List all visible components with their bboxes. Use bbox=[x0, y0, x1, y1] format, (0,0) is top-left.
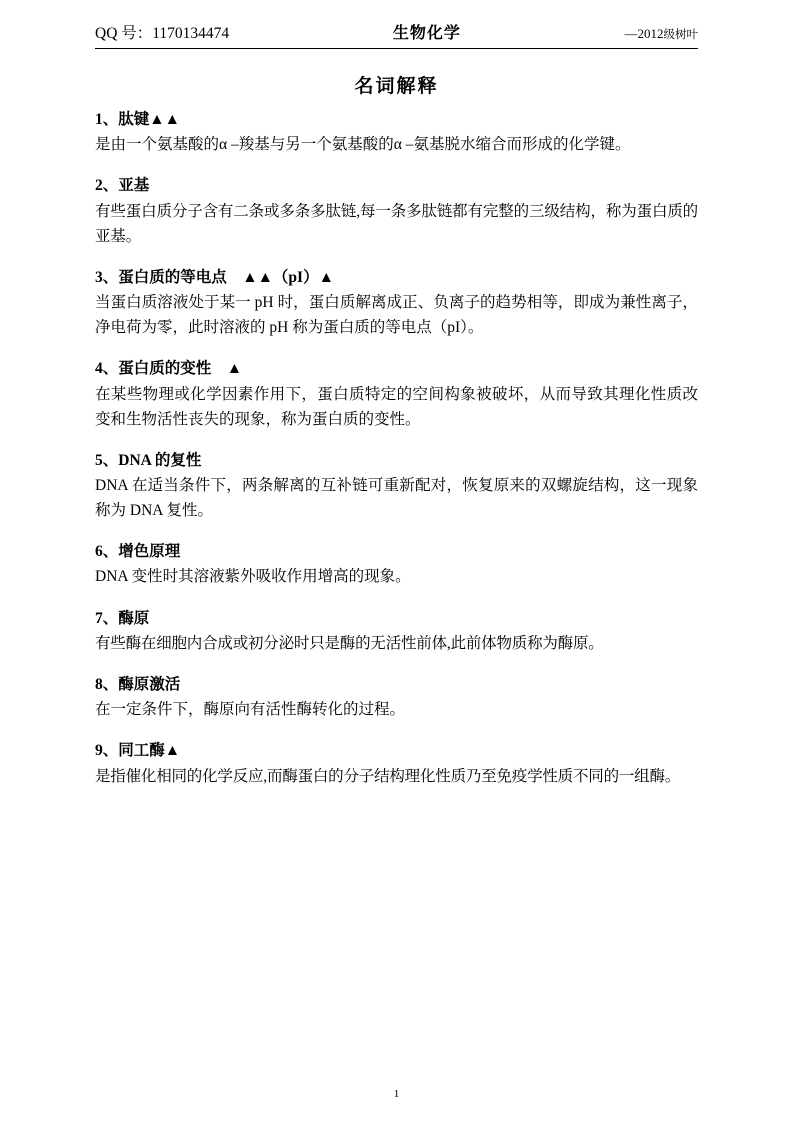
entry-term: 3、蛋白质的等电点 ▲▲（pI）▲ bbox=[95, 268, 334, 286]
header-author-year: —2012 bbox=[624, 26, 664, 41]
entry-term: 4、蛋白质的变性 ▲ bbox=[95, 360, 243, 378]
header-qq-number: QQ 号：1170134474 bbox=[95, 25, 230, 42]
list-item bbox=[95, 673, 698, 722]
list-item bbox=[95, 607, 698, 656]
entry-body: 是由一个氨基酸的α –羧基与另一个氨基酸的α –氨基脱水缩合而形成的化学键。 bbox=[95, 136, 631, 154]
entry-body: 在一定条件下，酶原向有活性酶转化的过程。 bbox=[95, 701, 406, 719]
list-item bbox=[95, 540, 698, 589]
entry-term: 1、肽键▲▲ bbox=[95, 111, 180, 128]
page-footer bbox=[0, 1088, 793, 1100]
list-item bbox=[95, 357, 698, 431]
entry-body: 当蛋白质溶液处于某一 pH 时，蛋白质解离成正、负离子的趋势相等，即成为兼性离子，净电荷为零，此时溶液的 pH 称为蛋白质的等电点（pI）。 bbox=[95, 294, 698, 337]
entry-body: 是指催化相同的化学反应,而酶蛋白的分子结构理化性质乃至免疫学性质不同的一组酶。 bbox=[95, 767, 681, 785]
page-header bbox=[95, 20, 698, 49]
entry-term: 5、DNA 的复性 bbox=[95, 451, 202, 469]
header-author-name: 级树叶 bbox=[663, 29, 698, 41]
entry-body: 在某些物理或化学因素作用下，蛋白质特定的空间构象被破坏，从而导致其理化性质改变和生物活性丧失的现象，称为蛋白质的变性。 bbox=[95, 385, 698, 428]
header-author-note bbox=[625, 26, 699, 42]
entry-body: DNA 变性时其溶液紫外吸收作用增高的现象。 bbox=[95, 568, 411, 586]
list-item bbox=[95, 108, 698, 157]
list-item bbox=[95, 266, 698, 340]
list-item bbox=[95, 739, 698, 788]
header-subject-title: 生物化学 bbox=[392, 25, 461, 42]
entry-term: 2、亚基 bbox=[95, 177, 150, 195]
page-number: 1 bbox=[393, 1088, 400, 1100]
entry-body: 有些酶在细胞内合成或初分泌时只是酶的无活性前体,此前体物质称为酶原。 bbox=[95, 634, 604, 652]
entry-body: DNA 在适当条件下，两条解离的互补链可重新配对，恢复原来的双螺旋结构，这一现象称为 DNA 复性。 bbox=[95, 477, 698, 520]
entry-term: 9、同工酶▲ bbox=[95, 742, 181, 760]
entry-term: 6、增色原理 bbox=[95, 543, 181, 561]
entry-body: 有些蛋白质分子含有二条或多条多肽链,每一条多肽链都有完整的三级结构，称为蛋白质的亚基。 bbox=[95, 202, 698, 245]
list-item bbox=[95, 174, 698, 248]
page-title: 名词解释 bbox=[354, 76, 439, 97]
entry-term: 8、酶原激活 bbox=[95, 675, 181, 693]
list-item bbox=[95, 449, 698, 523]
entry-term: 7、酶原 bbox=[95, 609, 150, 627]
